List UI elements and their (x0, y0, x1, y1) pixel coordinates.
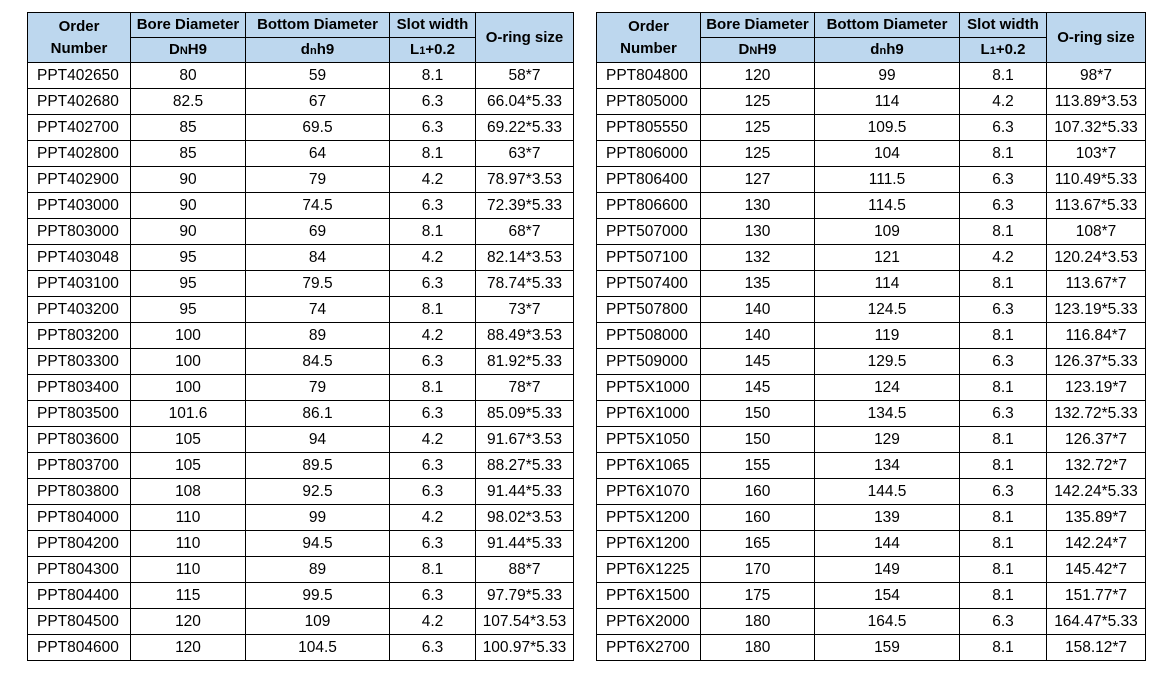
o-ring-size-cell: 103*7 (1047, 141, 1146, 167)
bottom-diameter-cell: 104 (815, 141, 960, 167)
bottom-diameter-cell: 144.5 (815, 479, 960, 505)
order-number-cell: PPT507800 (597, 297, 701, 323)
header-bottom-tolerance: dnh9 (246, 38, 390, 63)
slot-width-cell: 6.3 (960, 115, 1047, 141)
bore-diameter-cell: 135 (701, 271, 815, 297)
bore-diameter-cell: 108 (131, 479, 246, 505)
table-body (28, 63, 574, 661)
slot-width-cell: 8.1 (960, 531, 1047, 557)
o-ring-size-cell: 88.27*5.33 (476, 453, 574, 479)
bottom-diameter-cell: 99.5 (246, 583, 390, 609)
table-row (597, 297, 1146, 323)
bottom-diameter-cell: 84 (246, 245, 390, 271)
table-row (28, 193, 574, 219)
header-order-number: Order Number (597, 13, 701, 63)
o-ring-size-cell: 58*7 (476, 63, 574, 89)
order-number-cell: PPT507000 (597, 219, 701, 245)
o-ring-size-cell: 113.67*5.33 (1047, 193, 1146, 219)
o-ring-size-cell: 110.49*5.33 (1047, 167, 1146, 193)
bottom-diameter-cell: 74 (246, 297, 390, 323)
bore-diameter-cell: 82.5 (131, 89, 246, 115)
bottom-diameter-cell: 111.5 (815, 167, 960, 193)
o-ring-size-cell: 69.22*5.33 (476, 115, 574, 141)
order-number-cell: PPT806400 (597, 167, 701, 193)
slot-width-cell: 8.1 (960, 141, 1047, 167)
table-row (28, 89, 574, 115)
bottom-diameter-cell: 109 (815, 219, 960, 245)
header-bottom-tolerance: dnh9 (815, 38, 960, 63)
bore-diameter-cell: 90 (131, 167, 246, 193)
slot-width-cell: 4.2 (390, 427, 476, 453)
o-ring-size-cell: 91.44*5.33 (476, 479, 574, 505)
bore-diameter-cell: 140 (701, 323, 815, 349)
o-ring-size-cell: 82.14*3.53 (476, 245, 574, 271)
bore-diameter-cell: 125 (701, 141, 815, 167)
o-ring-size-cell: 78.74*5.33 (476, 271, 574, 297)
bore-diameter-cell: 125 (701, 115, 815, 141)
bore-diameter-cell: 165 (701, 531, 815, 557)
slot-width-cell: 8.1 (960, 557, 1047, 583)
order-number-cell: PPT5X1050 (597, 427, 701, 453)
slot-width-cell: 6.3 (960, 401, 1047, 427)
table-row (597, 557, 1146, 583)
order-number-cell: PPT5X1200 (597, 505, 701, 531)
order-number-cell: PPT803600 (28, 427, 131, 453)
order-number-cell: PPT509000 (597, 349, 701, 375)
o-ring-size-cell: 85.09*5.33 (476, 401, 574, 427)
order-number-cell: PPT403200 (28, 297, 131, 323)
o-ring-size-cell: 107.32*5.33 (1047, 115, 1146, 141)
bore-diameter-cell: 180 (701, 635, 815, 661)
slot-width-cell: 8.1 (960, 505, 1047, 531)
bore-diameter-cell: 80 (131, 63, 246, 89)
o-ring-size-cell: 78.97*3.53 (476, 167, 574, 193)
table-row (597, 271, 1146, 297)
bore-diameter-cell: 100 (131, 323, 246, 349)
slot-width-cell: 6.3 (390, 531, 476, 557)
header-order-number: Order Number (28, 13, 131, 63)
header-bottom-diameter: Bottom Diameter (815, 13, 960, 38)
bore-diameter-cell: 150 (701, 401, 815, 427)
order-number-cell: PPT805000 (597, 89, 701, 115)
o-ring-size-cell: 68*7 (476, 219, 574, 245)
order-number-cell: PPT806000 (597, 141, 701, 167)
o-ring-size-cell: 107.54*3.53 (476, 609, 574, 635)
slot-width-cell: 8.1 (390, 375, 476, 401)
o-ring-size-cell: 116.84*7 (1047, 323, 1146, 349)
order-number-cell: PPT804400 (28, 583, 131, 609)
slot-width-cell: 4.2 (390, 167, 476, 193)
slot-width-cell: 6.3 (390, 479, 476, 505)
header-bore-diameter: Bore Diameter (131, 13, 246, 38)
bottom-diameter-cell: 89.5 (246, 453, 390, 479)
order-number-cell: PPT403048 (28, 245, 131, 271)
o-ring-size-cell: 120.24*3.53 (1047, 245, 1146, 271)
bottom-diameter-cell: 124.5 (815, 297, 960, 323)
bore-diameter-cell: 180 (701, 609, 815, 635)
slot-width-cell: 6.3 (960, 479, 1047, 505)
o-ring-size-cell: 158.12*7 (1047, 635, 1146, 661)
order-number-cell: PPT803200 (28, 323, 131, 349)
order-number-cell: PPT402800 (28, 141, 131, 167)
header-bore-tolerance: DNH9 (701, 38, 815, 63)
bore-diameter-cell: 140 (701, 297, 815, 323)
bottom-diameter-cell: 109 (246, 609, 390, 635)
table-row (597, 115, 1146, 141)
bottom-diameter-cell: 164.5 (815, 609, 960, 635)
table-row (597, 193, 1146, 219)
o-ring-size-cell: 72.39*5.33 (476, 193, 574, 219)
bottom-diameter-cell: 86.1 (246, 401, 390, 427)
table-row (597, 401, 1146, 427)
o-ring-size-cell: 142.24*7 (1047, 531, 1146, 557)
bottom-diameter-cell: 64 (246, 141, 390, 167)
bore-diameter-cell: 95 (131, 245, 246, 271)
bottom-diameter-cell: 124 (815, 375, 960, 401)
bottom-diameter-cell: 99 (815, 63, 960, 89)
slot-width-cell: 8.1 (960, 271, 1047, 297)
table-row (28, 219, 574, 245)
bore-diameter-cell: 120 (701, 63, 815, 89)
bottom-diameter-cell: 92.5 (246, 479, 390, 505)
bore-diameter-cell: 130 (701, 219, 815, 245)
table-row (597, 245, 1146, 271)
o-ring-size-cell: 91.67*3.53 (476, 427, 574, 453)
table-row (28, 505, 574, 531)
order-number-cell: PPT5X1000 (597, 375, 701, 401)
bottom-diameter-cell: 99 (246, 505, 390, 531)
o-ring-size-cell: 73*7 (476, 297, 574, 323)
bottom-diameter-cell: 134 (815, 453, 960, 479)
header-bore-tolerance: DNH9 (131, 38, 246, 63)
slot-width-cell: 6.3 (390, 401, 476, 427)
order-number-cell: PPT806600 (597, 193, 701, 219)
bore-diameter-cell: 155 (701, 453, 815, 479)
table-row (597, 219, 1146, 245)
bore-diameter-cell: 90 (131, 219, 246, 245)
table-row (28, 323, 574, 349)
order-number-cell: PPT402700 (28, 115, 131, 141)
order-number-cell: PPT6X1500 (597, 583, 701, 609)
order-number-cell: PPT803400 (28, 375, 131, 401)
bottom-diameter-cell: 74.5 (246, 193, 390, 219)
table-row (597, 89, 1146, 115)
order-number-cell: PPT804300 (28, 557, 131, 583)
slot-width-cell: 4.2 (390, 505, 476, 531)
bore-diameter-cell: 150 (701, 427, 815, 453)
bore-diameter-cell: 170 (701, 557, 815, 583)
bottom-diameter-cell: 114 (815, 271, 960, 297)
bottom-diameter-cell: 79.5 (246, 271, 390, 297)
table-row (597, 63, 1146, 89)
table-row (597, 609, 1146, 635)
table-row (597, 531, 1146, 557)
bottom-diameter-cell: 79 (246, 375, 390, 401)
bottom-diameter-cell: 159 (815, 635, 960, 661)
order-number-cell: PPT803500 (28, 401, 131, 427)
slot-width-cell: 6.3 (390, 635, 476, 661)
slot-width-cell: 4.2 (960, 89, 1047, 115)
bottom-diameter-cell: 104.5 (246, 635, 390, 661)
o-ring-size-cell: 81.92*5.33 (476, 349, 574, 375)
slot-width-cell: 8.1 (390, 63, 476, 89)
bottom-diameter-cell: 89 (246, 323, 390, 349)
o-ring-size-cell: 142.24*5.33 (1047, 479, 1146, 505)
slot-width-cell: 8.1 (960, 375, 1047, 401)
table-row (597, 479, 1146, 505)
slot-width-cell: 6.3 (390, 193, 476, 219)
bore-diameter-cell: 110 (131, 531, 246, 557)
slot-width-cell: 4.2 (390, 323, 476, 349)
table-row (28, 531, 574, 557)
order-number-cell: PPT507400 (597, 271, 701, 297)
table-body (597, 63, 1146, 661)
header-bottom-diameter: Bottom Diameter (246, 13, 390, 38)
o-ring-size-cell: 78*7 (476, 375, 574, 401)
bore-diameter-cell: 160 (701, 505, 815, 531)
o-ring-size-cell: 97.79*5.33 (476, 583, 574, 609)
bottom-diameter-cell: 129 (815, 427, 960, 453)
o-ring-size-cell: 98.02*3.53 (476, 505, 574, 531)
slot-width-cell: 6.3 (390, 115, 476, 141)
o-ring-size-cell: 88.49*3.53 (476, 323, 574, 349)
bottom-diameter-cell: 114 (815, 89, 960, 115)
bore-diameter-cell: 120 (131, 635, 246, 661)
bore-diameter-cell: 110 (131, 505, 246, 531)
order-number-cell: PPT402680 (28, 89, 131, 115)
bore-diameter-cell: 145 (701, 375, 815, 401)
bottom-diameter-cell: 59 (246, 63, 390, 89)
bottom-diameter-cell: 149 (815, 557, 960, 583)
bore-diameter-cell: 127 (701, 167, 815, 193)
table-row (28, 271, 574, 297)
header-o-ring-size: O-ring size (1047, 13, 1146, 63)
order-number-cell: PPT507100 (597, 245, 701, 271)
bore-diameter-cell: 110 (131, 557, 246, 583)
bottom-diameter-cell: 134.5 (815, 401, 960, 427)
order-number-cell: PPT803300 (28, 349, 131, 375)
o-ring-size-cell: 164.47*5.33 (1047, 609, 1146, 635)
order-number-cell: PPT804600 (28, 635, 131, 661)
table-row (28, 583, 574, 609)
table-row (28, 479, 574, 505)
slot-width-cell: 6.3 (960, 193, 1047, 219)
table-row (28, 453, 574, 479)
order-number-cell: PPT804000 (28, 505, 131, 531)
bore-diameter-cell: 115 (131, 583, 246, 609)
spec-table-right (596, 12, 1146, 661)
order-number-cell: PPT805550 (597, 115, 701, 141)
table-row (28, 141, 574, 167)
table-row (597, 505, 1146, 531)
bottom-diameter-cell: 84.5 (246, 349, 390, 375)
table-row (597, 167, 1146, 193)
table-row (597, 427, 1146, 453)
slot-width-cell: 8.1 (960, 219, 1047, 245)
bottom-diameter-cell: 114.5 (815, 193, 960, 219)
table-row (28, 401, 574, 427)
order-number-cell: PPT6X1000 (597, 401, 701, 427)
bore-diameter-cell: 100 (131, 349, 246, 375)
o-ring-size-cell: 98*7 (1047, 63, 1146, 89)
slot-width-cell: 6.3 (390, 271, 476, 297)
slot-width-cell: 8.1 (960, 583, 1047, 609)
slot-width-cell: 8.1 (960, 63, 1047, 89)
table-row (28, 297, 574, 323)
table-row (597, 349, 1146, 375)
slot-width-cell: 8.1 (960, 453, 1047, 479)
bottom-diameter-cell: 119 (815, 323, 960, 349)
table-row (28, 609, 574, 635)
o-ring-size-cell: 132.72*5.33 (1047, 401, 1146, 427)
slot-width-cell: 6.3 (960, 609, 1047, 635)
o-ring-size-cell: 63*7 (476, 141, 574, 167)
slot-width-cell: 8.1 (960, 427, 1047, 453)
o-ring-size-cell: 123.19*7 (1047, 375, 1146, 401)
bottom-diameter-cell: 144 (815, 531, 960, 557)
o-ring-size-cell: 126.37*5.33 (1047, 349, 1146, 375)
bottom-diameter-cell: 139 (815, 505, 960, 531)
table-row (28, 349, 574, 375)
bottom-diameter-cell: 69.5 (246, 115, 390, 141)
table-row (28, 375, 574, 401)
slot-width-cell: 8.1 (390, 219, 476, 245)
slot-width-cell: 8.1 (960, 323, 1047, 349)
bore-diameter-cell: 125 (701, 89, 815, 115)
slot-width-cell: 8.1 (390, 557, 476, 583)
slot-width-cell: 8.1 (960, 635, 1047, 661)
slot-width-cell: 6.3 (960, 297, 1047, 323)
table-row (28, 245, 574, 271)
bore-diameter-cell: 145 (701, 349, 815, 375)
bore-diameter-cell: 100 (131, 375, 246, 401)
table-row (597, 635, 1146, 661)
bottom-diameter-cell: 94.5 (246, 531, 390, 557)
order-number-cell: PPT803800 (28, 479, 131, 505)
table-row (28, 427, 574, 453)
table-row (28, 635, 574, 661)
bore-diameter-cell: 105 (131, 453, 246, 479)
order-number-cell: PPT508000 (597, 323, 701, 349)
order-number-cell: PPT804500 (28, 609, 131, 635)
slot-width-cell: 4.2 (390, 245, 476, 271)
bore-diameter-cell: 90 (131, 193, 246, 219)
slot-width-cell: 6.3 (390, 583, 476, 609)
o-ring-size-cell: 126.37*7 (1047, 427, 1146, 453)
table-row (28, 63, 574, 89)
o-ring-size-cell: 108*7 (1047, 219, 1146, 245)
header-slot-tolerance: L1+0.2 (960, 38, 1047, 63)
slot-width-cell: 8.1 (390, 297, 476, 323)
table-row (28, 115, 574, 141)
order-number-cell: PPT803000 (28, 219, 131, 245)
bore-diameter-cell: 160 (701, 479, 815, 505)
header-slot-width: Slot width (390, 13, 476, 38)
bottom-diameter-cell: 154 (815, 583, 960, 609)
o-ring-size-cell: 123.19*5.33 (1047, 297, 1146, 323)
order-number-cell: PPT402900 (28, 167, 131, 193)
bottom-diameter-cell: 89 (246, 557, 390, 583)
bottom-diameter-cell: 129.5 (815, 349, 960, 375)
slot-width-cell: 6.3 (960, 167, 1047, 193)
bore-diameter-cell: 175 (701, 583, 815, 609)
bore-diameter-cell: 85 (131, 115, 246, 141)
table-row (597, 583, 1146, 609)
bottom-diameter-cell: 121 (815, 245, 960, 271)
order-number-cell: PPT6X1200 (597, 531, 701, 557)
slot-width-cell: 8.1 (390, 141, 476, 167)
bottom-diameter-cell: 79 (246, 167, 390, 193)
bottom-diameter-cell: 94 (246, 427, 390, 453)
o-ring-size-cell: 91.44*5.33 (476, 531, 574, 557)
slot-width-cell: 6.3 (390, 453, 476, 479)
slot-width-cell: 6.3 (960, 349, 1047, 375)
bore-diameter-cell: 95 (131, 271, 246, 297)
header-slot-width: Slot width (960, 13, 1047, 38)
table-row (28, 557, 574, 583)
order-number-cell: PPT6X1225 (597, 557, 701, 583)
bore-diameter-cell: 101.6 (131, 401, 246, 427)
o-ring-size-cell: 145.42*7 (1047, 557, 1146, 583)
bore-diameter-cell: 130 (701, 193, 815, 219)
o-ring-size-cell: 88*7 (476, 557, 574, 583)
o-ring-size-cell: 151.77*7 (1047, 583, 1146, 609)
header-o-ring-size: O-ring size (476, 13, 574, 63)
bore-diameter-cell: 85 (131, 141, 246, 167)
spec-table-left (27, 12, 574, 661)
slot-width-cell: 4.2 (960, 245, 1047, 271)
o-ring-size-cell: 66.04*5.33 (476, 89, 574, 115)
bore-diameter-cell: 95 (131, 297, 246, 323)
bore-diameter-cell: 132 (701, 245, 815, 271)
o-ring-size-cell: 100.97*5.33 (476, 635, 574, 661)
bottom-diameter-cell: 69 (246, 219, 390, 245)
order-number-cell: PPT803700 (28, 453, 131, 479)
order-number-cell: PPT6X1070 (597, 479, 701, 505)
bore-diameter-cell: 120 (131, 609, 246, 635)
order-number-cell: PPT804800 (597, 63, 701, 89)
order-number-cell: PPT402650 (28, 63, 131, 89)
o-ring-size-cell: 113.67*7 (1047, 271, 1146, 297)
bore-diameter-cell: 105 (131, 427, 246, 453)
table-row (597, 323, 1146, 349)
header-slot-tolerance: L1+0.2 (390, 38, 476, 63)
order-number-cell: PPT403000 (28, 193, 131, 219)
table-row (597, 375, 1146, 401)
o-ring-size-cell: 113.89*3.53 (1047, 89, 1146, 115)
table-row (28, 167, 574, 193)
order-number-cell: PPT403100 (28, 271, 131, 297)
order-number-cell: PPT804200 (28, 531, 131, 557)
bottom-diameter-cell: 67 (246, 89, 390, 115)
o-ring-size-cell: 132.72*7 (1047, 453, 1146, 479)
table-row (597, 453, 1146, 479)
slot-width-cell: 4.2 (390, 609, 476, 635)
slot-width-cell: 6.3 (390, 89, 476, 115)
bottom-diameter-cell: 109.5 (815, 115, 960, 141)
slot-width-cell: 6.3 (390, 349, 476, 375)
order-number-cell: PPT6X2700 (597, 635, 701, 661)
order-number-cell: PPT6X1065 (597, 453, 701, 479)
header-bore-diameter: Bore Diameter (701, 13, 815, 38)
order-number-cell: PPT6X2000 (597, 609, 701, 635)
table-row (597, 141, 1146, 167)
o-ring-size-cell: 135.89*7 (1047, 505, 1146, 531)
